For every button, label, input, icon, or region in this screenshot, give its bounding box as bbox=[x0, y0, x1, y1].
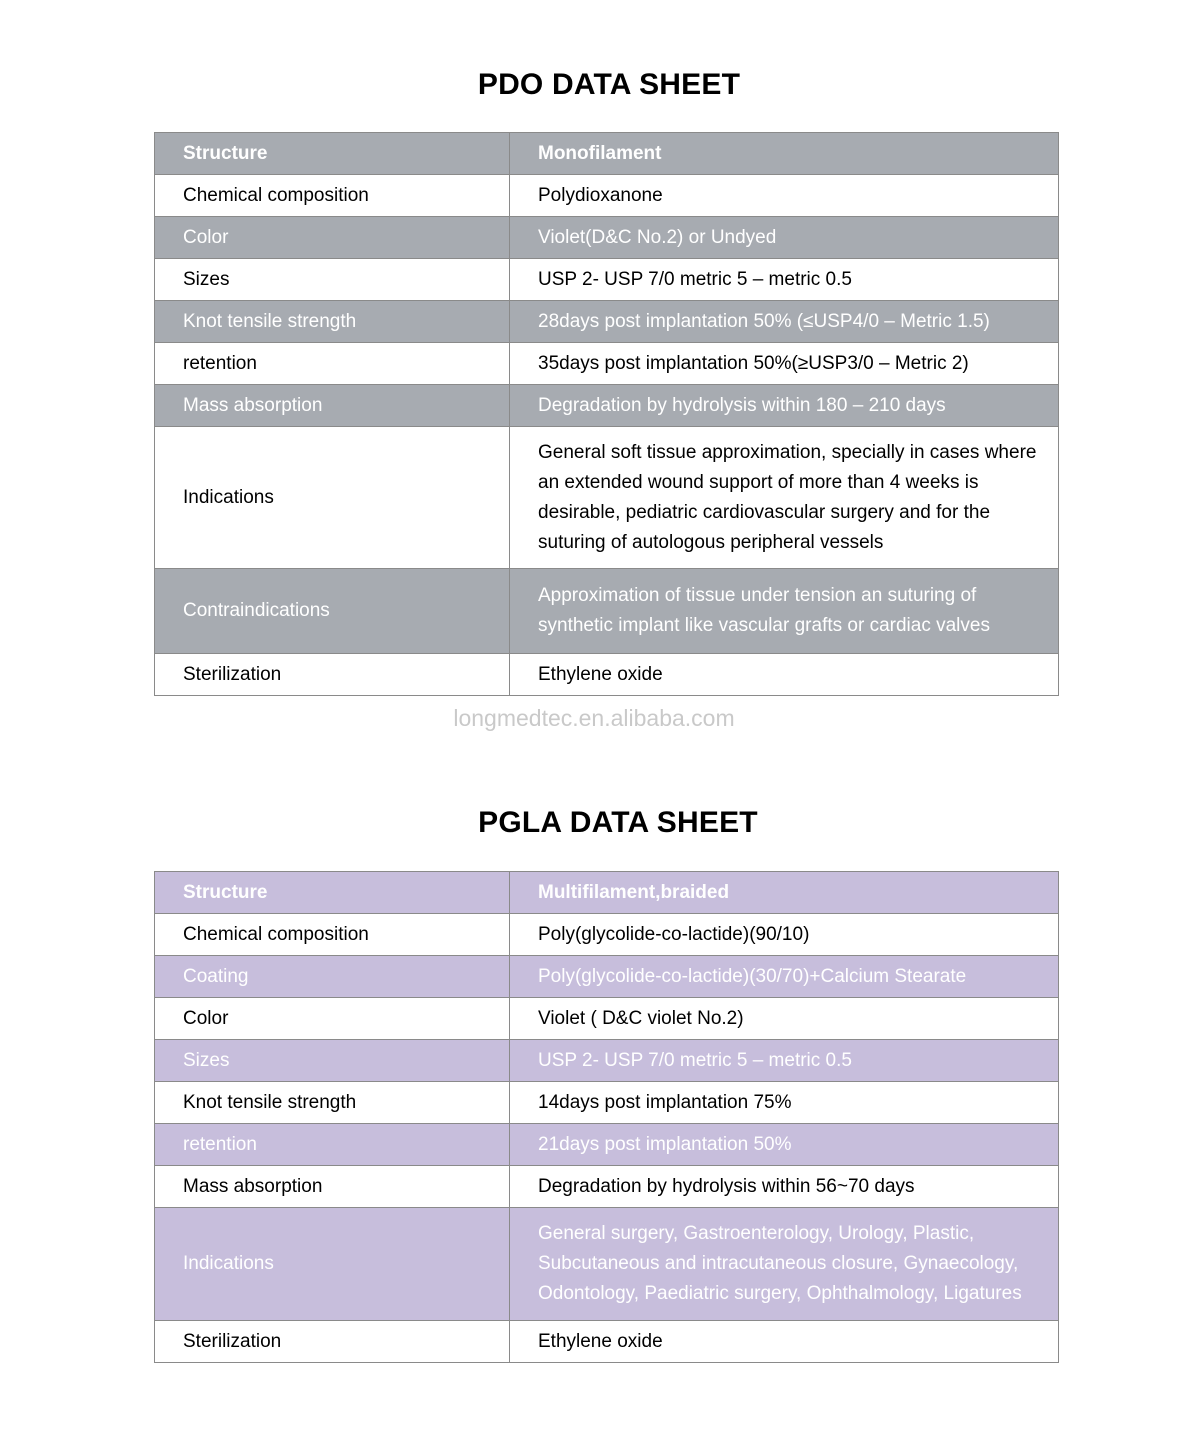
pdo-data-table bbox=[154, 132, 1059, 696]
table-row bbox=[155, 259, 1059, 301]
row-value: General soft tissue approximation, specially in cases where an extended wound support of more than 4 weeks is desirable, pediatric cardiovascular surgery and for the suturing of autologous peripheral vessels bbox=[510, 427, 1059, 569]
row-value: USP 2- USP 7/0 metric 5 – metric 0.5 bbox=[510, 259, 1059, 301]
row-value: Degradation by hydrolysis within 56~70 days bbox=[510, 1166, 1059, 1208]
pgla-sheet-title: PGLA DATA SHEET bbox=[478, 806, 758, 839]
table-row bbox=[155, 1208, 1059, 1321]
row-label: Sterilization bbox=[155, 1321, 510, 1363]
row-label: Structure bbox=[155, 133, 510, 175]
table-row bbox=[155, 872, 1059, 914]
pgla-data-table bbox=[154, 871, 1059, 1363]
row-value: 35days post implantation 50%(≥USP3/0 – Metric 2) bbox=[510, 343, 1059, 385]
table-row bbox=[155, 427, 1059, 569]
row-label: Chemical composition bbox=[155, 175, 510, 217]
row-value: Polydioxanone bbox=[510, 175, 1059, 217]
row-value: 28days post implantation 50% (≤USP4/0 – Metric 1.5) bbox=[510, 301, 1059, 343]
table-row bbox=[155, 914, 1059, 956]
table-row bbox=[155, 175, 1059, 217]
pdo-sheet-title: PDO DATA SHEET bbox=[477, 68, 741, 101]
row-label: Knot tensile strength bbox=[155, 301, 510, 343]
table-row bbox=[155, 301, 1059, 343]
row-value: Degradation by hydrolysis within 180 – 210 days bbox=[510, 385, 1059, 427]
row-label: Structure bbox=[155, 872, 510, 914]
row-value: Violet(D&C No.2) or Undyed bbox=[510, 217, 1059, 259]
row-value: Ethylene oxide bbox=[510, 1321, 1059, 1363]
row-label: Indications bbox=[155, 1208, 510, 1321]
row-value: Poly(glycolide-co-lactide)(30/70)+Calcium Stearate bbox=[510, 956, 1059, 998]
table-row bbox=[155, 1082, 1059, 1124]
table-row bbox=[155, 1124, 1059, 1166]
row-label: Chemical composition bbox=[155, 914, 510, 956]
row-label: Knot tensile strength bbox=[155, 1082, 510, 1124]
table-row bbox=[155, 1166, 1059, 1208]
row-label: Color bbox=[155, 998, 510, 1040]
row-label: Sterilization bbox=[155, 654, 510, 696]
table-row bbox=[155, 217, 1059, 259]
row-label: retention bbox=[155, 343, 510, 385]
table-row bbox=[155, 1321, 1059, 1363]
row-label: Sizes bbox=[155, 259, 510, 301]
row-value: USP 2- USP 7/0 metric 5 – metric 0.5 bbox=[510, 1040, 1059, 1082]
table-row bbox=[155, 343, 1059, 385]
row-label: Indications bbox=[155, 427, 510, 569]
table-row bbox=[155, 654, 1059, 696]
table-row bbox=[155, 133, 1059, 175]
row-value: Violet ( D&C violet No.2) bbox=[510, 998, 1059, 1040]
row-value: Monofilament bbox=[510, 133, 1059, 175]
row-value: Approximation of tissue under tension an suturing of synthetic implant like vascular grafts or cardiac valves bbox=[510, 569, 1059, 654]
watermark-text: longmedtec.en.alibaba.com bbox=[453, 705, 735, 731]
row-label: Mass absorption bbox=[155, 1166, 510, 1208]
table-row bbox=[155, 998, 1059, 1040]
row-value: General surgery, Gastroenterology, Urology, Plastic, Subcutaneous and intracutaneous closure, Gynaecology, Odontology, Paediatric surgery, Ophthalmology, Ligatures bbox=[510, 1208, 1059, 1321]
table-row bbox=[155, 385, 1059, 427]
row-value: Ethylene oxide bbox=[510, 654, 1059, 696]
row-label: retention bbox=[155, 1124, 510, 1166]
table-row bbox=[155, 956, 1059, 998]
row-value: Poly(glycolide-co-lactide)(90/10) bbox=[510, 914, 1059, 956]
table-row bbox=[155, 1040, 1059, 1082]
table-row bbox=[155, 569, 1059, 654]
row-label: Coating bbox=[155, 956, 510, 998]
row-label: Mass absorption bbox=[155, 385, 510, 427]
row-value: Multifilament,braided bbox=[510, 872, 1059, 914]
row-label: Contraindications bbox=[155, 569, 510, 654]
row-label: Color bbox=[155, 217, 510, 259]
row-value: 21days post implantation 50% bbox=[510, 1124, 1059, 1166]
row-label: Sizes bbox=[155, 1040, 510, 1082]
row-value: 14days post implantation 75% bbox=[510, 1082, 1059, 1124]
